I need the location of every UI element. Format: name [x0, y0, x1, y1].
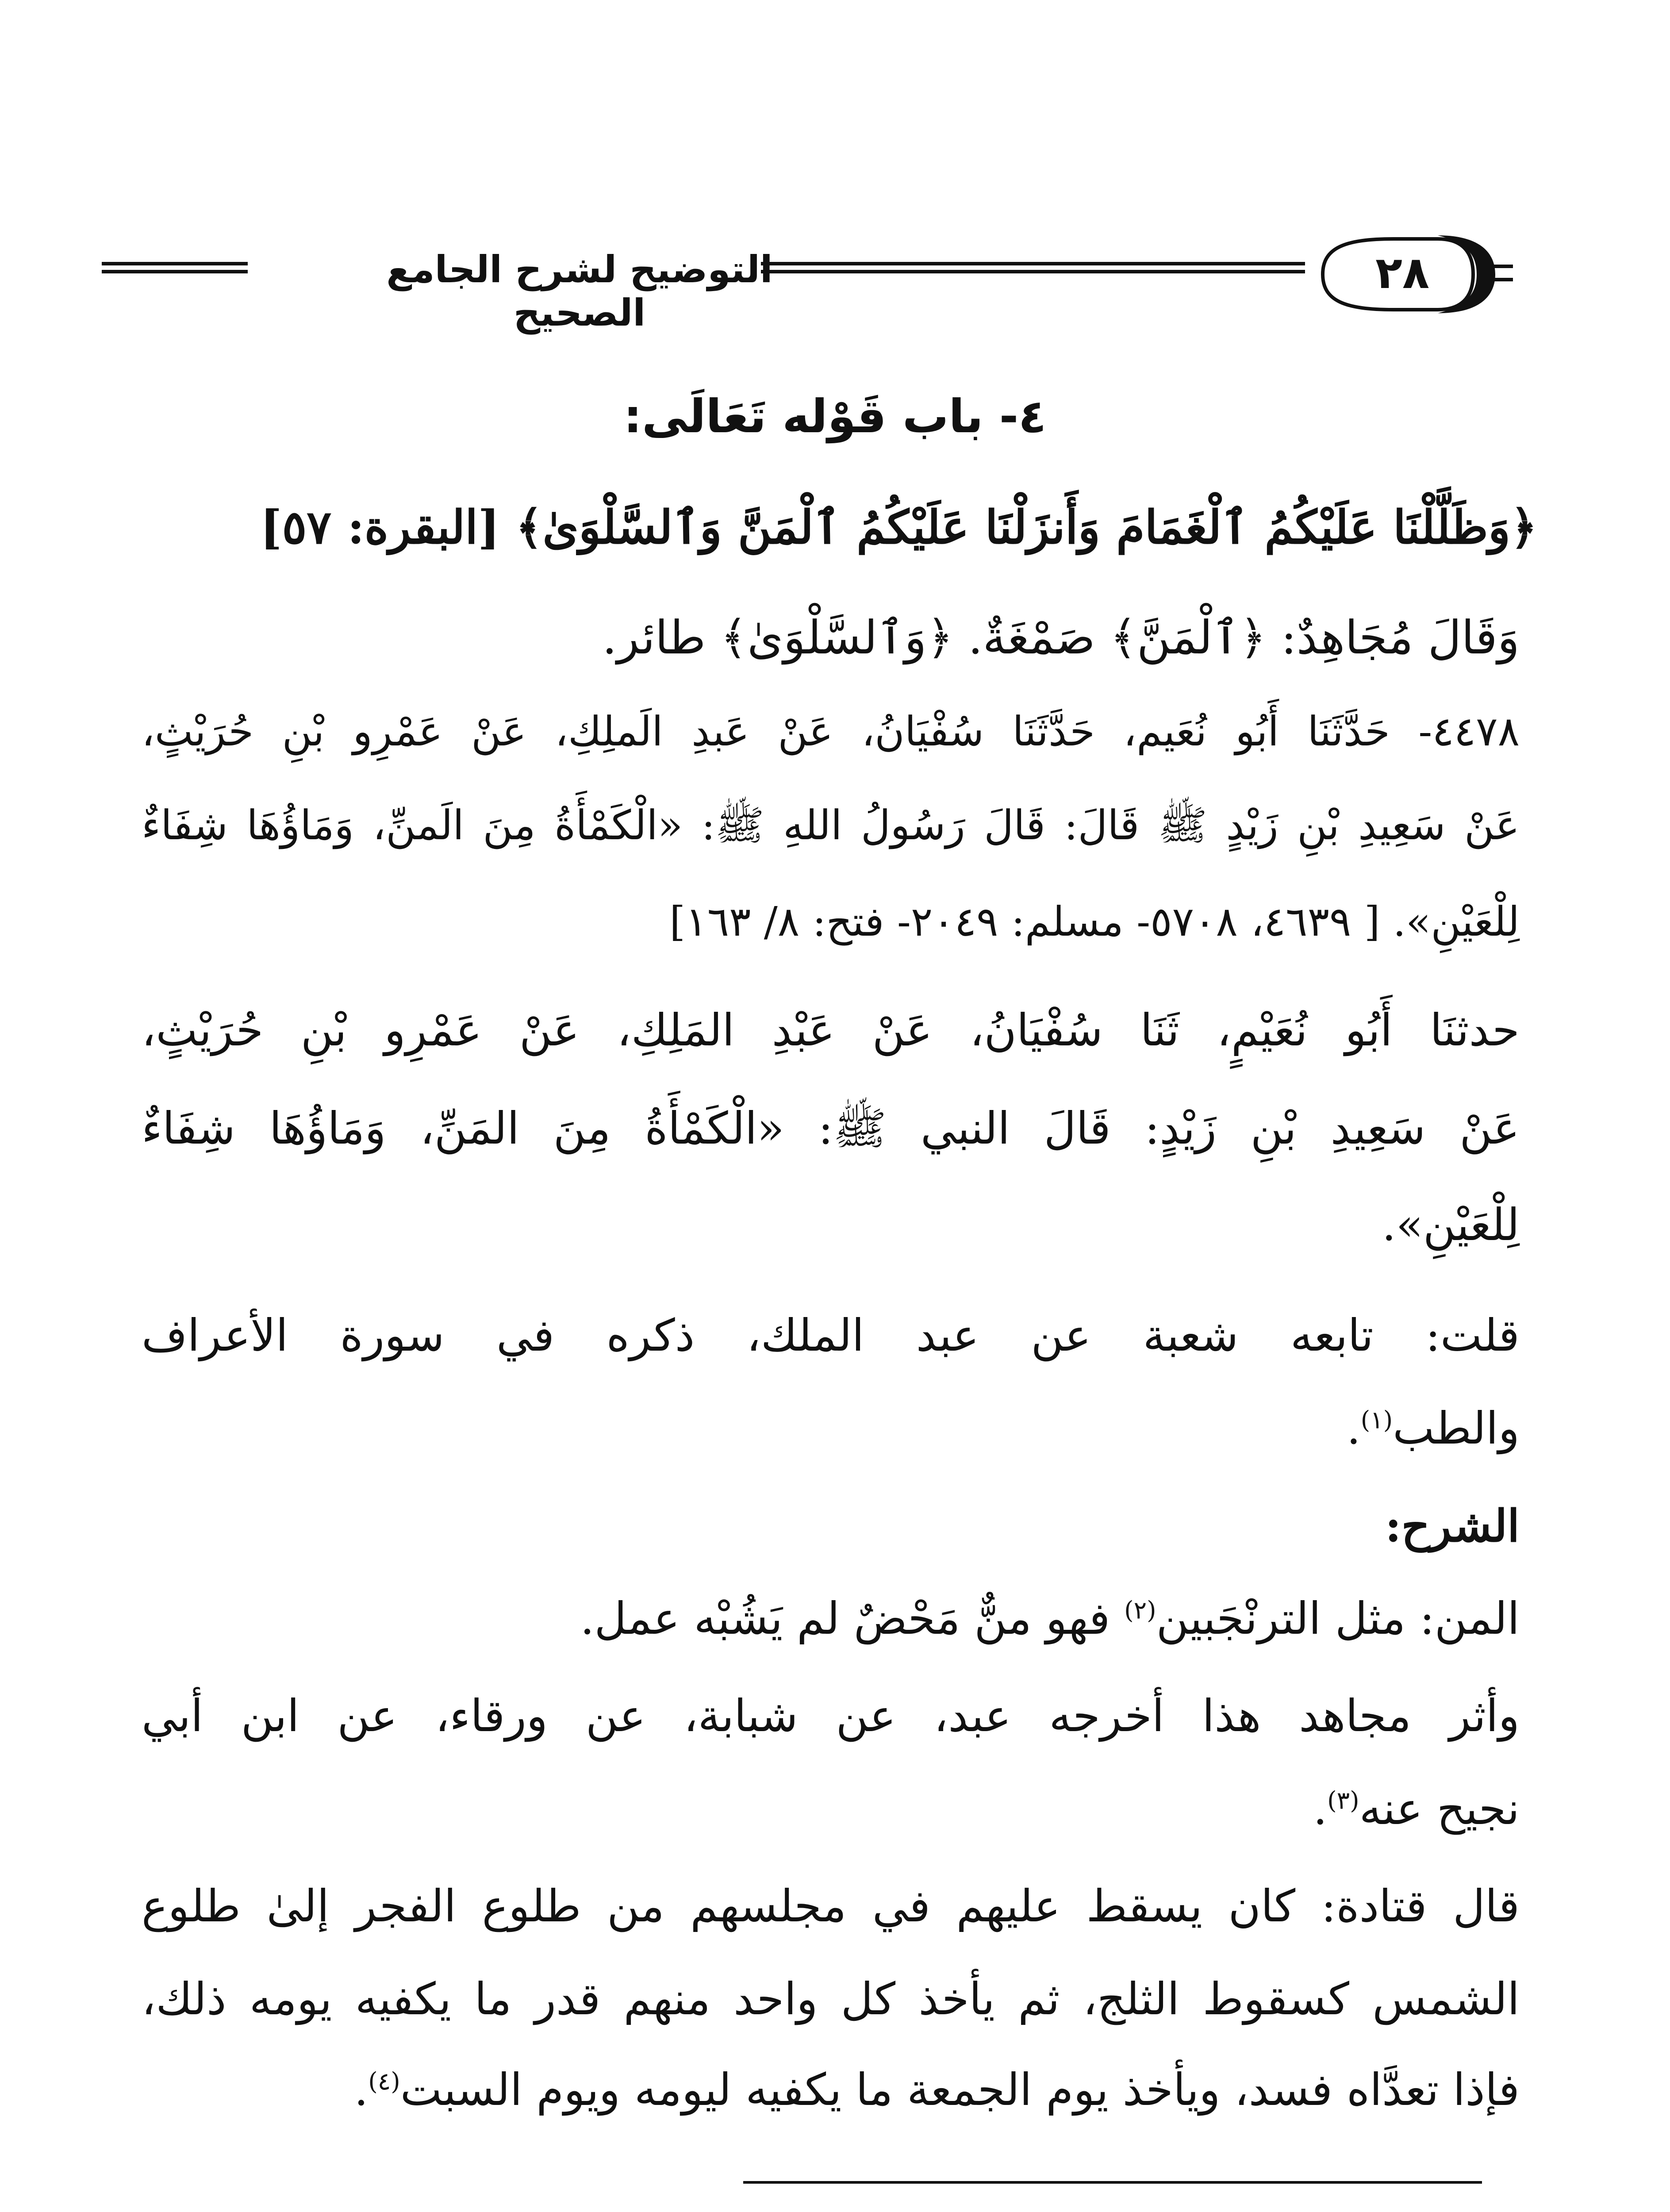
- hadith-line-2: عَنْ سَعِيدِ بْنِ زَيْدٍ ﷺ قَالَ: قَالَ رَسُولُ اللهِ ﷺ: «الْكَمْأَةُ مِنَ الَمنِّ، وَمَاؤُهَا شِفَاءٌ: [142, 802, 1520, 849]
- running-header: [102, 230, 1504, 334]
- header-rule-left: [102, 262, 248, 273]
- qatada-line-2: الشمس كسقوط الثلج، ثم يأخذ كل واحد منهم قدر ما يكفيه يومه ذلك،: [142, 1973, 1520, 2025]
- mann-rest: فهو منٌّ مَحْضٌ لم يَشُبْه عمل.: [580, 1593, 1110, 1644]
- footnote-ref-4: (٤): [368, 2067, 400, 2096]
- qatada-line-3-visible: فإذا تعدَّاه فسد، ويأخذ يوم الجمعة ما يكفيه ليومه ويوم السبت$^{(٤)}$.: [354, 2064, 1520, 2116]
- footnote-separator: [743, 2181, 1482, 2184]
- hadith-line-1: ٤٤٧٨- حَدَّثَنَا أَبُو نُعَيم، حَدَّثَنَا سُفْيَانُ، عَنْ عَبدِ الَملِكِ، عَنْ عَمْرِو بْنِ حُرَيْثٍ،: [142, 708, 1520, 755]
- hadith-line-3: لِلْعَيْنِ». [ ٤٦٣٩، ٥٧٠٨- مسلم: ٢٠٤٩- فتح: ٨/ ١٦٣]: [669, 898, 1520, 945]
- mann-text: المن: مثل الترنْجَبين: [1156, 1593, 1520, 1644]
- qult-line-2: والطب$^{(١)}$.: [1346, 1402, 1520, 1454]
- qatada-line-1: قال قتادة: كان يسقط عليهم في مجلسهم من طلوع الفجر إلىٰ طلوع: [142, 1880, 1520, 1932]
- athar-text: نجيح عنه: [1359, 1783, 1520, 1835]
- page-number-badge: [1305, 230, 1513, 319]
- qatada-text: فإذا تعدَّاه فسد، ويأخذ يوم الجمعة ما يكفيه ليومه ويوم السبت: [400, 2064, 1520, 2116]
- commentary-hadith-line-1: حدثنَا أَبُو نُعَيْمٍ، ثَنَا سُفْيَانُ، عَنْ عَبْدِ المَلِكِ، عَنْ عَمْرِو بْنِ حُرَيْثٍ،: [142, 1004, 1520, 1056]
- quran-verse: ﴿وَظَلَّلْنَا عَلَيْكُمُ ٱلْغَمَامَ وَأَنزَلْنَا عَلَيْكُمُ ٱلْمَنَّ وَٱلسَّلْوَىٰ﴾ [البقرة: ٥٧]: [260, 500, 1537, 554]
- athar-line-2: نجيح عنه$^{(٣)}$.: [1313, 1783, 1520, 1835]
- commentary-hadith-line-3: لِلْعَيْنِ».: [1382, 1199, 1520, 1251]
- sharh-heading: الشرح:: [1385, 1500, 1520, 1552]
- athar-line-1: وأثر مجاهد هذا أخرجه عبد، عن شبابة، عن ورقاء، عن ابن أبي: [142, 1690, 1520, 1742]
- footnote-ref-2: (٢): [1124, 1596, 1156, 1624]
- mann-line: [142, 1593, 1520, 1644]
- footnote-ref-1: (١): [1360, 1406, 1393, 1434]
- chapter-heading: ٤- باب قَوْله تَعَالَى:: [623, 389, 1047, 443]
- qult-text: والطب: [1393, 1402, 1520, 1454]
- book-title: التوضيح لشرح الجامع الصحيح: [386, 248, 773, 334]
- qult-line-1: قلت: تابعه شعبة عن عبد الملك، ذكره في سورة الأعراف: [142, 1310, 1520, 1361]
- header-rule-middle: [761, 262, 1314, 273]
- page-number: ٢٨: [1375, 247, 1430, 299]
- footnote-ref-3: (٣): [1327, 1786, 1359, 1815]
- commentary-hadith-line-2: عَنْ سَعِيدِ بْنِ زَيْدٍ: قَالَ النبي ﷺ: «الْكَمْأَةُ مِنَ المَنِّ، وَمَاؤُهَا شِفَاءٌ: [142, 1102, 1520, 1154]
- mujahid-line: وَقَالَ مُجَاهِدٌ: ﴿ٱلْمَنَّ﴾ صَمْغَةٌ. ﴿وَٱلسَّلْوَىٰ﴾ طائر.: [602, 611, 1520, 664]
